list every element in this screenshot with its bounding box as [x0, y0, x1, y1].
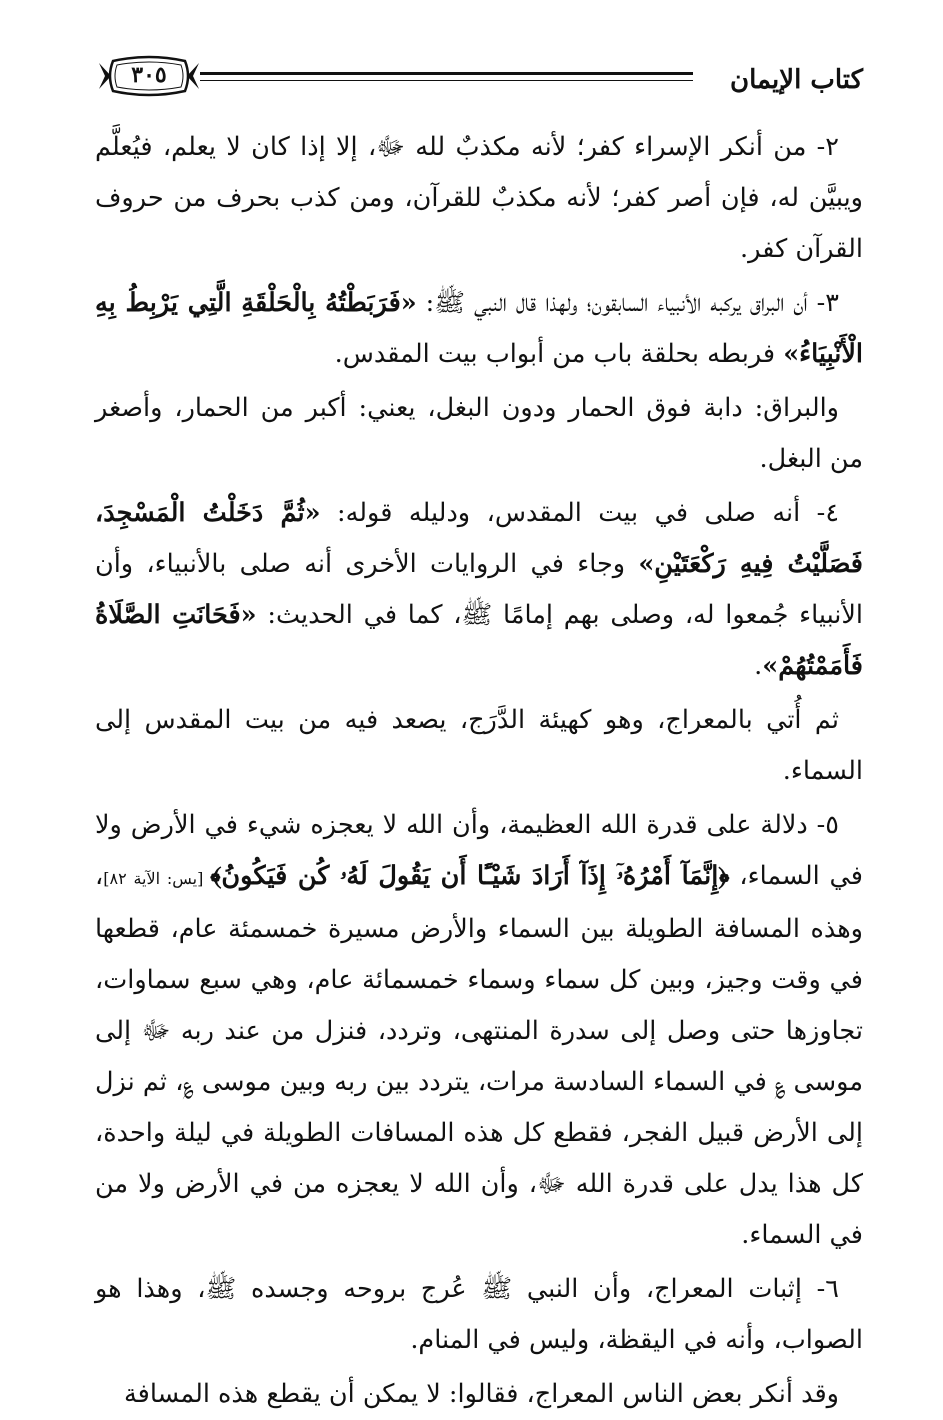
page-body	[95, 122, 863, 1409]
hadith-quote: «فَرَبَطْتُهُ بِالْحَلْقَةِ الَّتِي يَرْبِطُ بِهِ الْأَنْبِيَاءُ»	[95, 288, 863, 369]
paragraph-text: فربطه بحلقة باب من أبواب بيت المقدس.	[334, 339, 784, 369]
paragraph-text: والبراق: دابة فوق الحمار ودون البغل، يعني: أكبر من الحمار، وأصغر من البغل.	[95, 393, 863, 474]
page-header	[95, 55, 863, 99]
hadith-quote: «ثُمَّ دَخَلْتُ الْمَسْجِدَ، فَصَلَّيْتُ فِيهِ رَكْعَتَيْنِ»	[95, 498, 863, 579]
paragraph-miraj	[95, 695, 863, 797]
paragraph-text: ٥- دلالة على قدرة الله العظيمة، وأن الله لا يعجزه شيء في الأرض ولا في السماء،	[95, 810, 863, 891]
paragraph-6	[95, 1264, 863, 1366]
quran-verse: ﴿إِنَّمَآ أَمْرُهُۥٓ إِذَآ أَرَادَ شَيْـًٔا أَن يَقُولَ لَهُۥ كُن فَيَكُونُ﴾	[210, 861, 730, 891]
paragraph-3	[95, 278, 863, 380]
verse-reference: [يس: الآية ٨٢]	[103, 869, 211, 888]
paragraph-text: ٢- من أنكر الإسراء كفر؛ لأنه مكذبٌ لله ﷻ، إلا إذا كان لا يعلم، فيُعلَّم ويبيَّن له، فإن أصر كفر؛ لأنه مكذبٌ للقرآن، ومن كذب بحرف من حروف القرآن كفر.	[95, 132, 863, 264]
page-number: ٣٠٥	[131, 62, 167, 88]
paragraph-text: ٤- أنه صلى في بيت المقدس، ودليله قوله:	[320, 498, 840, 528]
page-title: كتاب الإيمان	[729, 65, 863, 95]
paragraph-text: وقد أنكر بعض الناس المعراج، فقالوا: لا يمكن أن يقطع هذه المسافة	[123, 1379, 839, 1409]
paragraph-text: .	[754, 651, 763, 681]
paragraph-text: ، وهذه المسافة الطويلة بين السماء والأرض مسيرة خمسمئة عام، قطعها في وقت وجيز، وبين كل سماء وسماء خمسمائة عام، وهي سبع سماوات، تجاوزها حتى وصل إلى سدرة المنتهى، وتردد، فنزل من عند ربه ﷻ إلى موسى ؏ في السماء السادسة مرات، يتردد بين ربه وبين موسى ؏، ثم نزل إلى الأرض قبيل الفجر، فقطع كل هذه المسافات الطويلة في ليلة واحدة، كل هذا يدل على قدرة الله ﷻ، وأن الله لا يعجزه من في الأرض ولا من في السماء.	[95, 861, 863, 1250]
paragraph-5	[95, 800, 863, 1261]
paragraph-2	[95, 122, 863, 275]
paragraph-text: ثم أُتي بالمعراج، وهو كهيئة الدَّرَج، يصعد فيه من بيت المقدس إلى السماء.	[95, 705, 863, 786]
paragraph-buraq	[95, 383, 863, 485]
page-number-ornament	[95, 55, 203, 97]
paragraph-denial	[95, 1369, 863, 1420]
header-rule	[200, 72, 693, 81]
paragraph-text: ٦- إثبات المعراج، وأن النبي ﷺ عُرج بروحه وجسده ﷺ، وهذا هو الصواب، وأنه في اليقظة، وليس في المنام.	[95, 1274, 863, 1355]
paragraph-4	[95, 488, 863, 692]
paragraph-text: وجاء في الروايات الأخرى أنه صلى بالأنبياء، وأن الأنبياء جُمعوا له، وصلى بهم إمامًا ﷺ، كما في الحديث:	[95, 549, 863, 630]
hadith-quote: «فَحَانَتِ الصَّلَاةُ فَأَمَمْتُهُمْ»	[95, 600, 863, 681]
paragraph-text: ٣- أن البراق يركبه الأنبياء السابقون؛ ولهذا قال النبي ﷺ:	[416, 288, 839, 318]
